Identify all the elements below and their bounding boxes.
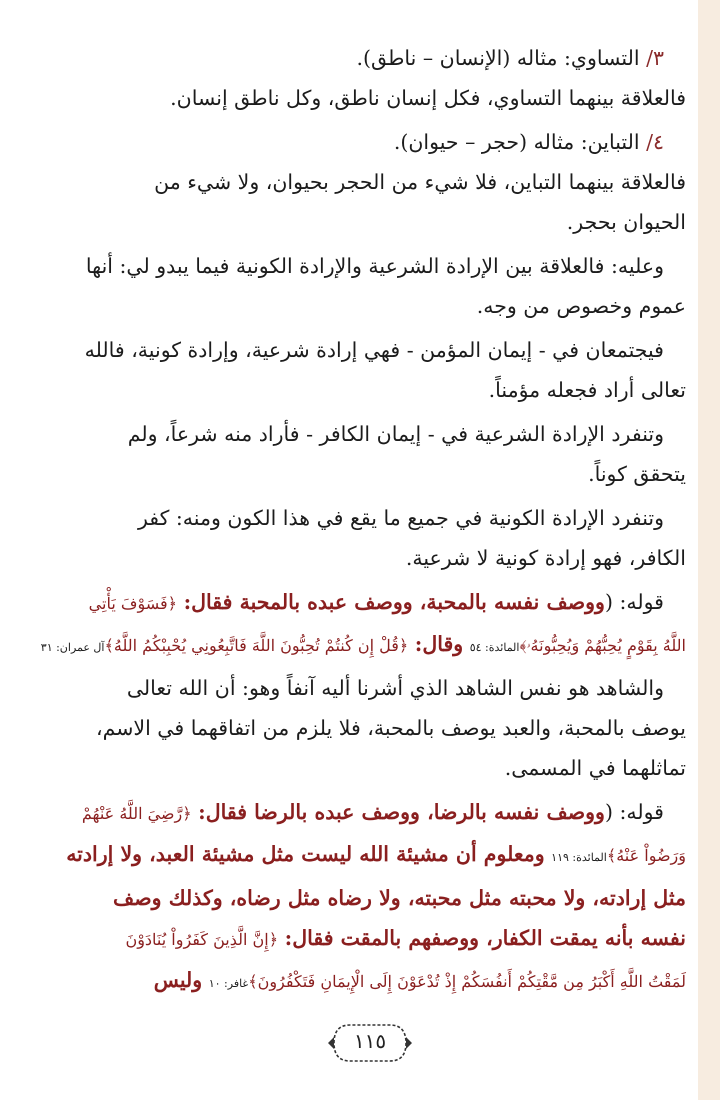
verse-reference: المائدة: ٥٤ xyxy=(469,641,520,654)
line-23 xyxy=(62,960,686,1004)
quran-verse: ﴿فَسَوْفَ يَأْتِي xyxy=(88,594,178,613)
line-14 xyxy=(62,582,686,624)
matn-text: مثل إرادته، ولا محبته مثل محبته، ولا رضاه مثل رضاه، وكذلك وصف xyxy=(113,886,686,910)
line-text: التباين: مثاله (حجر – حيوان). xyxy=(393,130,640,154)
line-18: تماثلهما في المسمى. xyxy=(504,756,686,780)
quran-verse: ﴿رَّضِيَ اللَّهُ عَنْهُمْ xyxy=(81,804,192,823)
line-19 xyxy=(62,792,686,834)
line-2: فالعلاقة بينهما التساوي، فكل إنسان ناطق، وكل ناطق إنسان. xyxy=(170,86,686,110)
verse-reference: المائدة: ١١٩ xyxy=(551,851,607,864)
line-15 xyxy=(40,624,686,668)
line-8: فيجتمعان في - إيمان المؤمن - فهي إرادة شرعية، وإرادة كونية، فالله xyxy=(84,338,664,362)
matn-text: ووصف نفسه بالمحبة، ووصف عبده بالمحبة فقال: xyxy=(183,590,605,614)
line-3 xyxy=(62,122,686,162)
line-7: عموم وخصوص من وجه. xyxy=(476,294,686,318)
line-4: فالعلاقة بينهما التباين، فلا شيء من الحجر بحيوان، ولا شيء من xyxy=(154,170,686,194)
line-20 xyxy=(62,834,686,878)
matn-text: نفسه بأنه يمقت الكفار، ووصفهم بالمقت فقال: xyxy=(284,926,686,950)
line-9: تعالى أراد فجعله مؤمناً. xyxy=(488,378,686,402)
line-11: يتحقق كوناً. xyxy=(588,462,686,486)
item-number: ٣/ xyxy=(646,46,664,70)
quote-prefix: قوله: ( xyxy=(604,590,664,614)
page-number-ornament xyxy=(320,1015,420,1071)
line-13: الكافر، فهو إرادة كونية لا شرعية. xyxy=(405,546,686,570)
quran-verse: وَرَضُواْ عَنْهُ﴾ xyxy=(606,846,686,865)
quran-verse: ﴿إِنَّ الَّذِينَ كَفَرُواْ يُنَادَوْنَ xyxy=(125,930,279,949)
quran-verse: اللَّهُ بِقَوْمٍ يُحِبُّهُمْ وَيُحِبُّونَهُۥ﴾ xyxy=(519,636,686,655)
line-22 xyxy=(62,918,686,960)
item-number: ٤/ xyxy=(646,130,664,154)
quran-verse: لَمَقْتُ اللَّهِ أَكْبَرُ مِن مَّقْتِكُمْ أَنفُسَكُمْ إِذْ تُدْعَوْنَ إِلَى الْإِيمَانِ فَتَكْفُرُونَ﴾ xyxy=(248,972,686,991)
matn-text: ووصف نفسه بالرضا، ووصف عبده بالرضا فقال: xyxy=(198,800,605,824)
line-16: والشاهد هو نفس الشاهد الذي أشرنا أليه آنفاً وهو: أن الله تعالى xyxy=(126,676,664,700)
page-body xyxy=(40,38,686,1004)
line-text: التساوي: مثاله (الإنسان – ناطق). xyxy=(356,46,640,70)
line-17: يوصف بالمحبة، والعبد يوصف بالمحبة، فلا يلزم من اتفاقهما في الاسم، xyxy=(95,716,686,740)
line-1 xyxy=(62,38,686,78)
line-10: وتنفرد الإرادة الشرعية في - إيمان الكافر - فأراد منه شرعاً، ولم xyxy=(127,422,664,446)
quote-prefix: قوله: ( xyxy=(604,800,664,824)
matn-text: ومعلوم أن مشيئة الله ليست مثل مشيئة العبد، ولا إرادته xyxy=(66,842,545,866)
page-number: ١١٥ xyxy=(353,1029,387,1053)
page-edge-strip xyxy=(698,0,720,1100)
line-12: وتنفرد الإرادة الكونية في جميع ما يقع في هذا الكون ومنه: كفر xyxy=(137,506,664,530)
line-21 xyxy=(62,878,686,918)
verse-reference: آل عمران: ٣١ xyxy=(40,641,105,654)
verse-reference: غافر: ١٠ xyxy=(208,977,249,990)
quran-verse: ﴿قُلْ إِن كُنتُمْ تُحِبُّونَ اللَّهَ فَاتَّبِعُونِي يُحْبِبْكُمُ اللَّهُ﴾ xyxy=(104,636,409,655)
matn-text: وليس xyxy=(153,968,203,992)
matn-text: وقال: xyxy=(414,632,464,656)
line-6: وعليه: فالعلاقة بين الإرادة الشرعية والإرادة الكونية فيما يبدو لي: أنها xyxy=(85,254,664,278)
line-5: الحيوان بحجر. xyxy=(566,210,686,234)
